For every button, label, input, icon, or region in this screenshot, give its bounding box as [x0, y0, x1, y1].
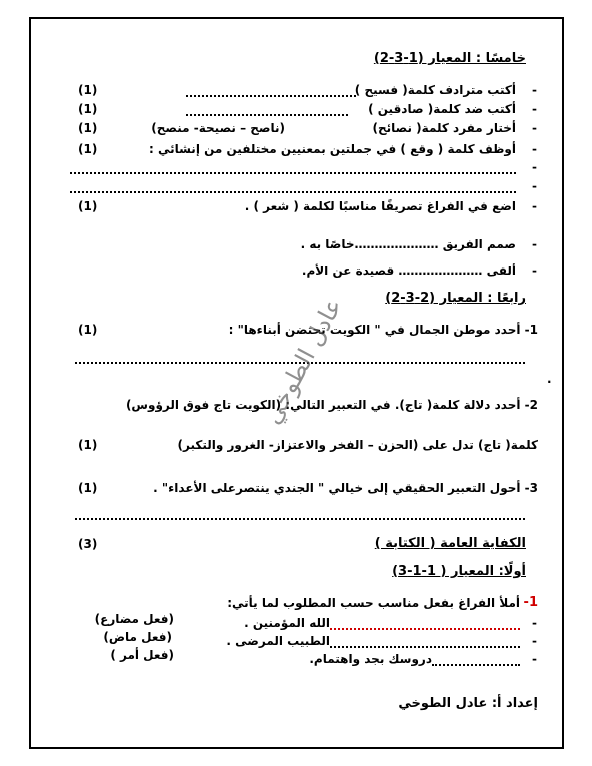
fill-sentence-3: دروسك بجد واهتمام.: [309, 652, 432, 666]
answer-line: [75, 362, 525, 364]
verb-label: (فعل مضارع): [94, 612, 174, 626]
q-conjugate: اضع في الفراغ تصريفًا مناسبًا لكلمة ( شعر ) .: [244, 199, 516, 213]
q-singular-choices: (ناصح – نصيحة- منصح): [151, 121, 285, 135]
mark: (1): [78, 142, 98, 156]
q-antonym: أكتب ضد كلمة( صادقين ): [368, 102, 516, 116]
bullet: -: [532, 634, 537, 648]
answer-line: [330, 628, 520, 630]
bullet: -: [532, 179, 537, 193]
mark: (1): [78, 323, 98, 337]
bullet: -: [532, 83, 537, 97]
q-meaning-choices: كلمة( تاج) تدل على (الحزن – الفخر والاعتزاز- الغرور والتكبر): [177, 438, 538, 452]
verb-label: (فعل أمر ): [110, 648, 174, 662]
sentence-1: صمم الفريق …………………خاصًا به .: [300, 237, 516, 251]
q-figurative: 3- أحول التعبير الحقيقي إلى خيالي " الجندي ينتصرعلى الأعداء" .: [153, 481, 538, 495]
section4-title: رابعًا : المعيار (2-3-2): [385, 291, 526, 306]
q-beauty: 1- أحدد موطن الجمال في " الكويت تحتضن أبناءها" :: [228, 323, 538, 337]
sentence-2: ألقى ………………… قصيدة عن الأم.: [301, 264, 516, 278]
answer-line: [70, 172, 516, 174]
competency-title: الكفاية العامة ( الكتابة ): [374, 536, 526, 551]
answer-line: [432, 664, 520, 666]
bullet: -: [532, 616, 537, 630]
bullet: -: [532, 102, 537, 116]
standard-title: أولًا: المعيار ( 1-1-3): [392, 564, 526, 579]
bullet: -: [532, 160, 537, 174]
bullet: -: [532, 652, 537, 666]
fill-sentence-1: الله المؤمنين .: [244, 616, 330, 630]
q-synonym: أكتب مترادف كلمة( فسيح ): [354, 83, 516, 97]
answer-line: [186, 114, 348, 116]
bullet: -: [532, 264, 537, 278]
q-fill-verbs: أملأ الفراغ بفعل مناسب حسب المطلوب لما يأتي:: [227, 596, 520, 610]
verb-label: (فعل ماض): [103, 630, 172, 644]
q-employ-word: أوظف كلمة ( وقع ) في جملتين بمعنيين مختلفين من إنشائي :: [148, 142, 516, 156]
mark: (3): [78, 537, 98, 551]
answer-line: [75, 518, 525, 520]
answer-line: [70, 191, 516, 193]
answer-line: [330, 646, 520, 648]
mark: (1): [78, 121, 98, 135]
q-singular: أختار مفرد كلمة( نصائح): [372, 121, 516, 135]
bullet: -: [532, 237, 537, 251]
fill-sentence-2: الطبيب المرضى .: [226, 634, 330, 648]
mark: (1): [78, 199, 98, 213]
author: إعداد أ: عادل الطوخي: [398, 696, 538, 711]
section5-title: خامسًا : المعيار (1-3-2): [373, 51, 526, 66]
answer-line: [186, 95, 356, 97]
bullet: -: [532, 121, 537, 135]
mark: (1): [78, 481, 98, 495]
mark: (1): [78, 83, 98, 97]
svg-text:عادل الطوخي: عادل الطوخي: [258, 293, 348, 429]
bullet: -: [532, 142, 537, 156]
q-meaning: 2- أحدد دلالة كلمة( تاج). في التعبير التالي: (الكويت تاج فوق الرؤوس): [125, 398, 538, 412]
mark: (1): [78, 102, 98, 116]
dot: .: [547, 372, 552, 386]
question-number: 1-: [523, 595, 538, 610]
mark: (1): [78, 438, 98, 452]
bullet: -: [532, 199, 537, 213]
